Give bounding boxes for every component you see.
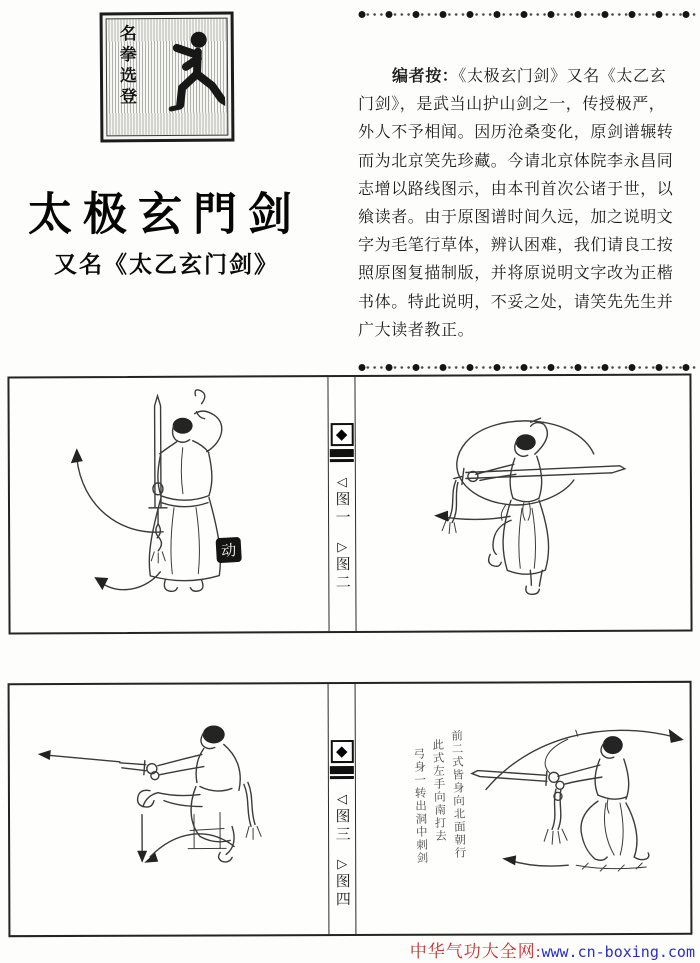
site-url: www.cn-boxing.com [541, 943, 695, 961]
site-name: 中华气功大全网: [409, 942, 542, 961]
diamond-icon [330, 423, 353, 446]
left-triangle-icon: ◁ [336, 474, 347, 490]
figure-4-drawing [448, 699, 693, 913]
note-line-text: 《太极玄门剑》又名《太乙玄 [458, 68, 667, 85]
right-triangle-icon: ▷ [337, 539, 348, 555]
figure-2-drawing [398, 392, 649, 616]
annotation-column: 前二式皆身向北面朝行 [449, 729, 466, 860]
seal-character: 动 [220, 543, 237, 560]
note-line: 志增以路线图示，由本刊首次公诸于世，以 [358, 180, 674, 198]
masthead-stamp [100, 12, 235, 143]
note-line: 书体。特此说明，不妥之处，请笑先先生并 [358, 293, 674, 311]
seal-stamp [216, 537, 242, 563]
editor-note-lead: 编者按： [392, 68, 459, 85]
right-triangle-icon: ▷ [337, 856, 348, 872]
note-line: 飨读者。由于原图谱时间久远，加之说明文 [358, 209, 674, 227]
note-line: 照原图复描制版，并将原说明文字改为正楷 [358, 265, 674, 283]
divider-bar-thin-icon [330, 459, 354, 462]
note-line: 广大读者教正。 [358, 321, 475, 339]
beaded-divider-bottom [358, 363, 696, 372]
divider-bar-thin-icon [330, 776, 354, 779]
stamp-hatch-background [106, 18, 229, 137]
figure-divider-strip-1 [327, 377, 356, 631]
figure-label-3 [331, 792, 352, 844]
note-line: 外人不予相闻。因历沧桑变化，原剑谱辗转 [358, 124, 674, 142]
note-line: 字为毛笔行草体，辨认困难，我们请良工按 [358, 237, 674, 255]
editor-note-text [358, 63, 696, 345]
page-title: 太极玄門剑 [28, 189, 303, 240]
note-line: 门剑》，是武当山护山剑之一，传授极严， [358, 96, 666, 114]
editor-note-column [358, 10, 696, 372]
beaded-divider-top [358, 10, 696, 19]
figure-label-text: 图二 [333, 556, 350, 593]
martial-artist-silhouette-icon [151, 25, 226, 126]
figure-divider-strip-2 [328, 684, 357, 934]
figure-label-text: 图四 [333, 873, 350, 910]
figure-label-4 [332, 857, 353, 909]
annotation-column: 此式左手向南打去 [431, 738, 447, 843]
diamond-glyph: ◆ [335, 426, 348, 444]
figure-label-1 [331, 475, 352, 527]
illustration-panel-2 [8, 681, 693, 937]
divider-bar-icon [330, 449, 354, 457]
annotation-column: 弓身一转出洞中刺剑 [412, 747, 428, 865]
note-line [358, 63, 696, 91]
figure-1-drawing [61, 383, 287, 631]
figure-label-2 [332, 540, 353, 592]
page-subtitle: 又名《太乙玄门剑》 [54, 252, 279, 277]
divider-bar-icon [330, 766, 354, 774]
diamond-glyph: ◆ [335, 743, 348, 761]
note-line: 而为北京笑先珍藏。今请北京体院李永昌同 [358, 152, 674, 170]
stamp-label: 名拳选登 [116, 24, 137, 109]
figure-3-drawing [24, 694, 327, 926]
figure-label-text: 图一 [333, 491, 350, 528]
left-triangle-icon: ◁ [336, 791, 347, 807]
site-watermark [410, 937, 695, 962]
illustration-panel-1 [7, 374, 692, 635]
figure-label-text: 图三 [333, 808, 350, 845]
diamond-icon [330, 740, 353, 763]
